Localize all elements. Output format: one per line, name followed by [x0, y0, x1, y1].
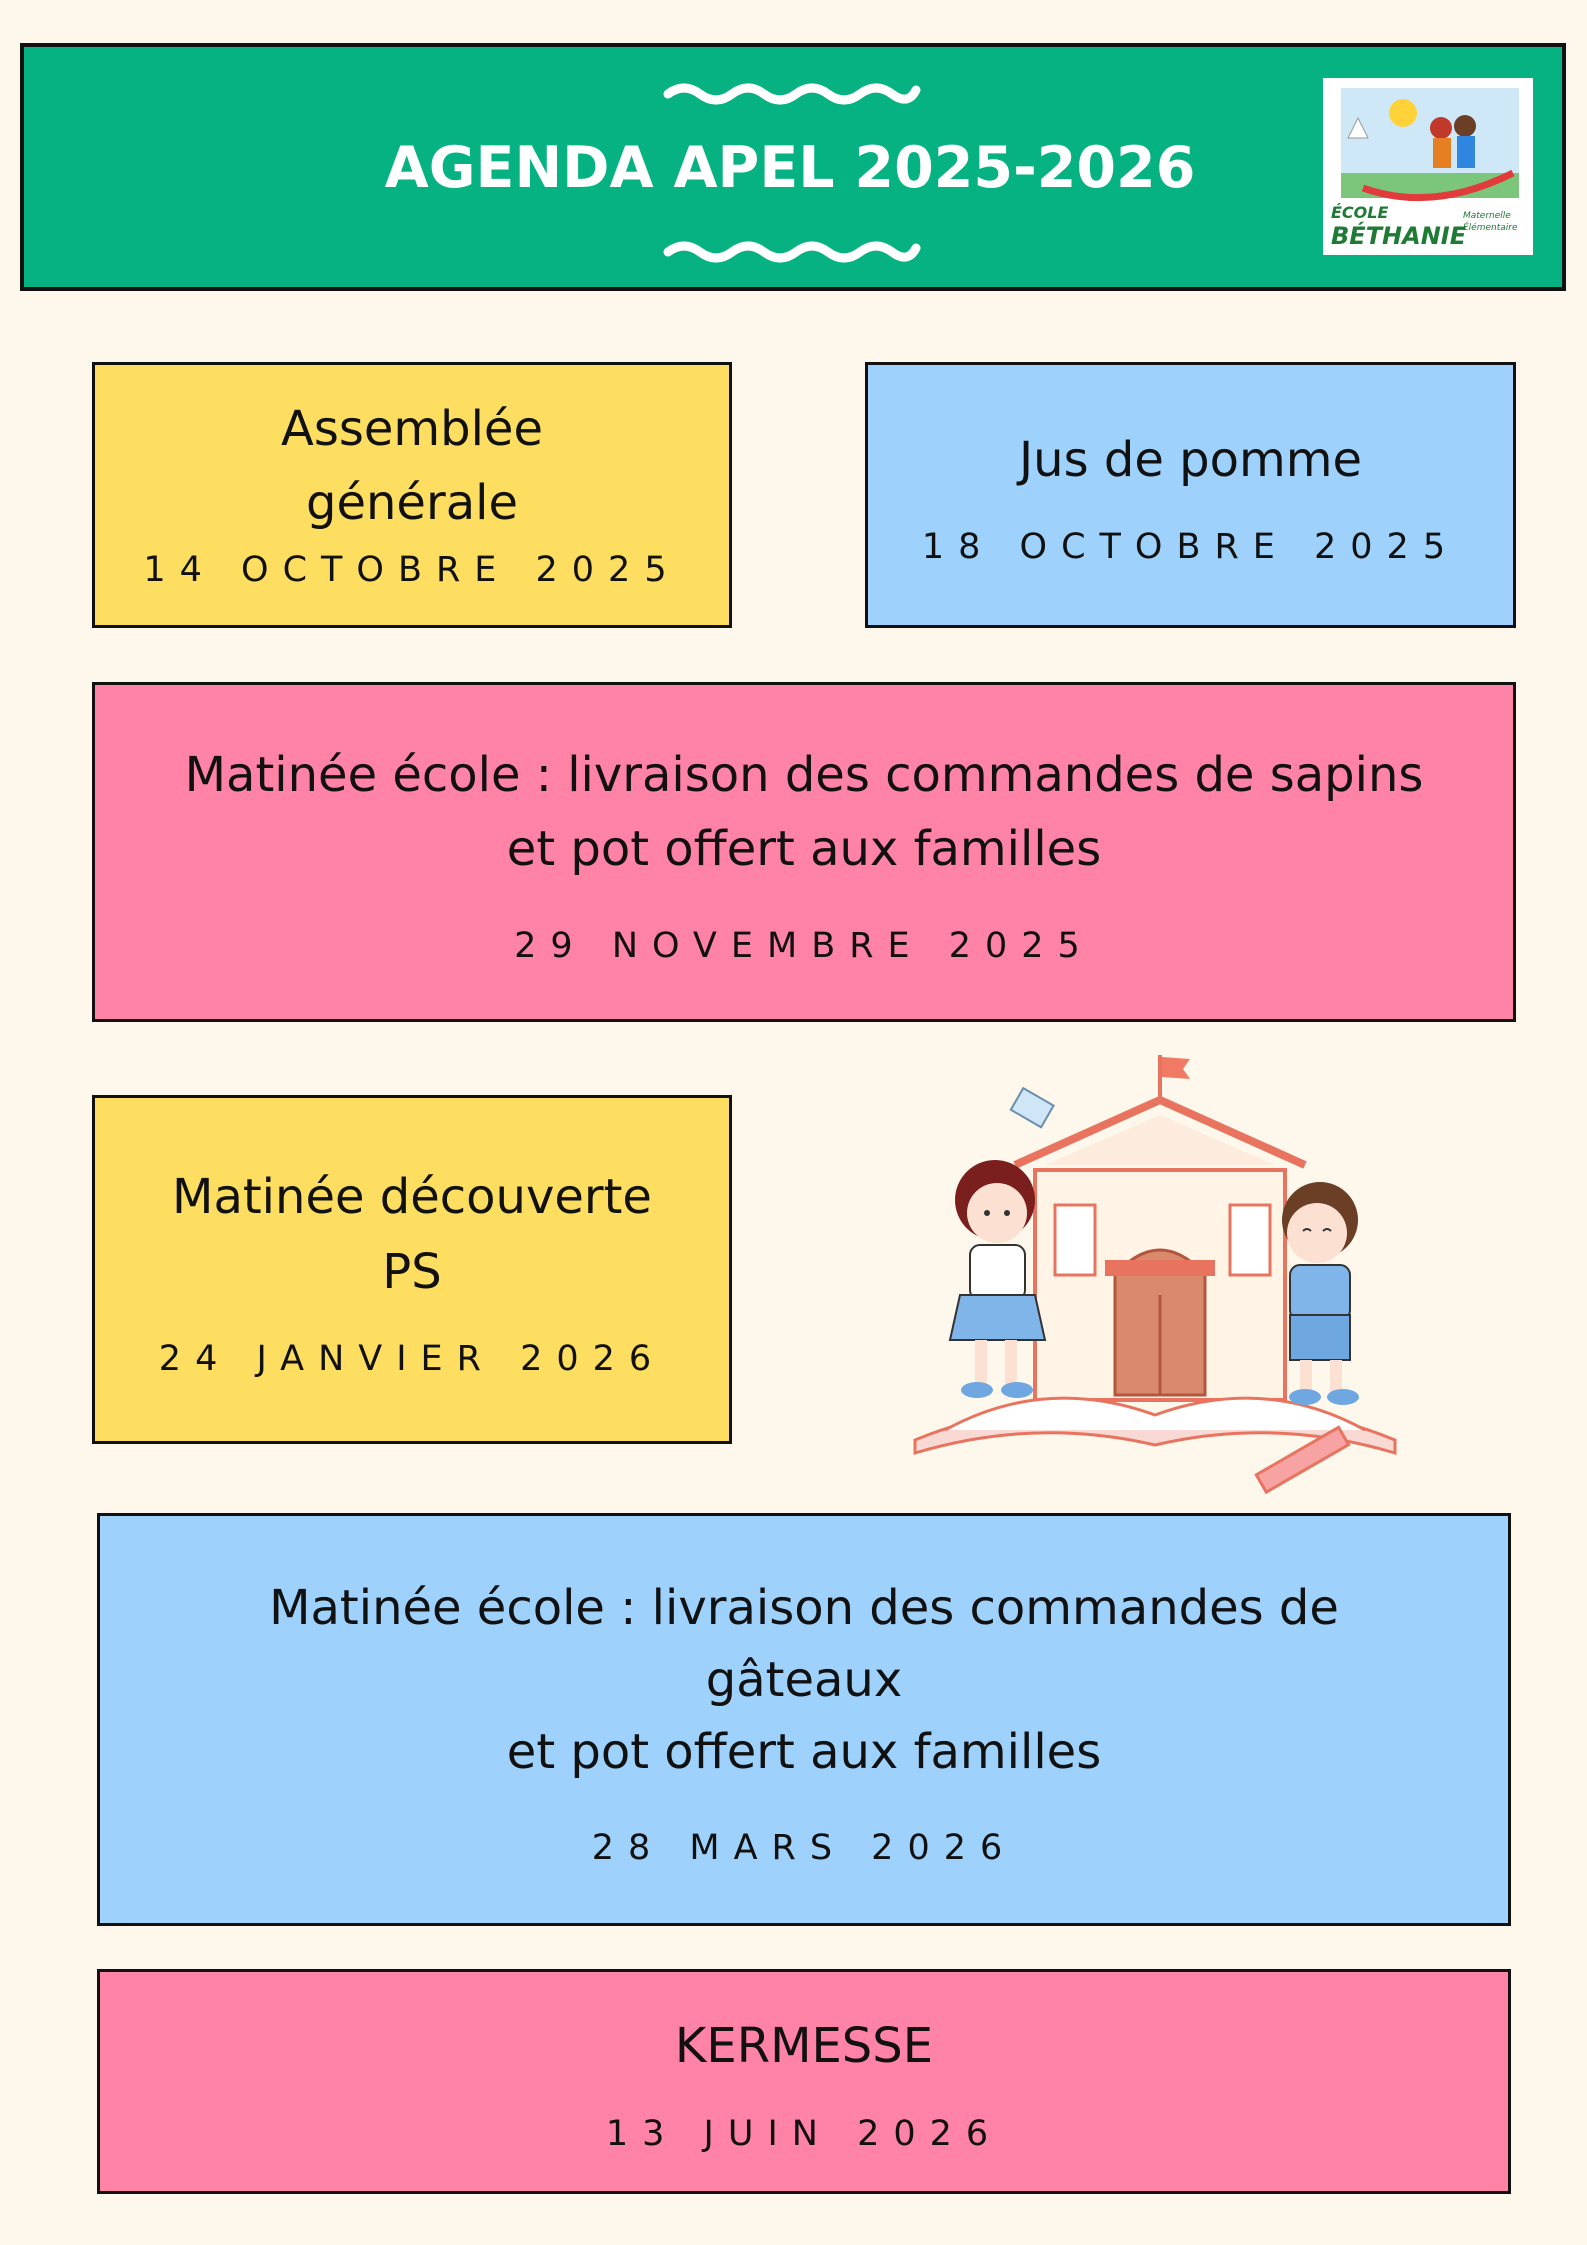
- event-title: Assemblée générale: [280, 400, 543, 531]
- event-card-jus-de-pomme: [865, 362, 1516, 628]
- wave-decoration-icon: [662, 80, 922, 108]
- school-logo-image: [1323, 78, 1533, 255]
- logo-text-elementaire: Élémentaire: [1463, 223, 1518, 233]
- event-date: 14 OCTOBRE 2025: [143, 550, 681, 591]
- event-card-assemblee-generale: [92, 362, 732, 628]
- page-title: AGENDA APEL 2025-2026: [384, 135, 1196, 201]
- logo-text-maternelle: Maternelle: [1463, 211, 1511, 221]
- event-date: 29 NOVEMBRE 2025: [514, 926, 1094, 967]
- event-date: 28 MARS 2026: [591, 1827, 1017, 1868]
- event-card-livraison-gateaux: [97, 1513, 1511, 1926]
- event-date: 18 OCTOBRE 2025: [921, 527, 1460, 568]
- event-date: 24 JANVIER 2026: [158, 1338, 666, 1379]
- event-title: Matinée école : livraison des commandes de sapins et pot offert aux familles: [184, 746, 1424, 877]
- logo-text-bethanie: BÉTHANIE: [1331, 222, 1467, 250]
- event-card-kermesse: [97, 1969, 1511, 2194]
- wave-decoration-icon: [662, 238, 922, 266]
- event-title: KERMESSE: [674, 2018, 934, 2075]
- event-title: Jus de pomme: [1019, 431, 1362, 488]
- school-logo: [1323, 78, 1533, 255]
- event-date: 13 JUIN 2026: [605, 2113, 1003, 2154]
- event-title: Matinée école : livraison des commandes de gâteaux et pot offert aux familles: [269, 1579, 1339, 1780]
- event-card-livraison-sapins: [92, 682, 1516, 1022]
- event-card-matinee-decouverte: [92, 1095, 732, 1444]
- logo-text-ecole: ÉCOLE: [1331, 203, 1389, 222]
- event-title: Matinée découverte PS: [172, 1169, 652, 1300]
- children-school-illustration: [905, 1045, 1405, 1495]
